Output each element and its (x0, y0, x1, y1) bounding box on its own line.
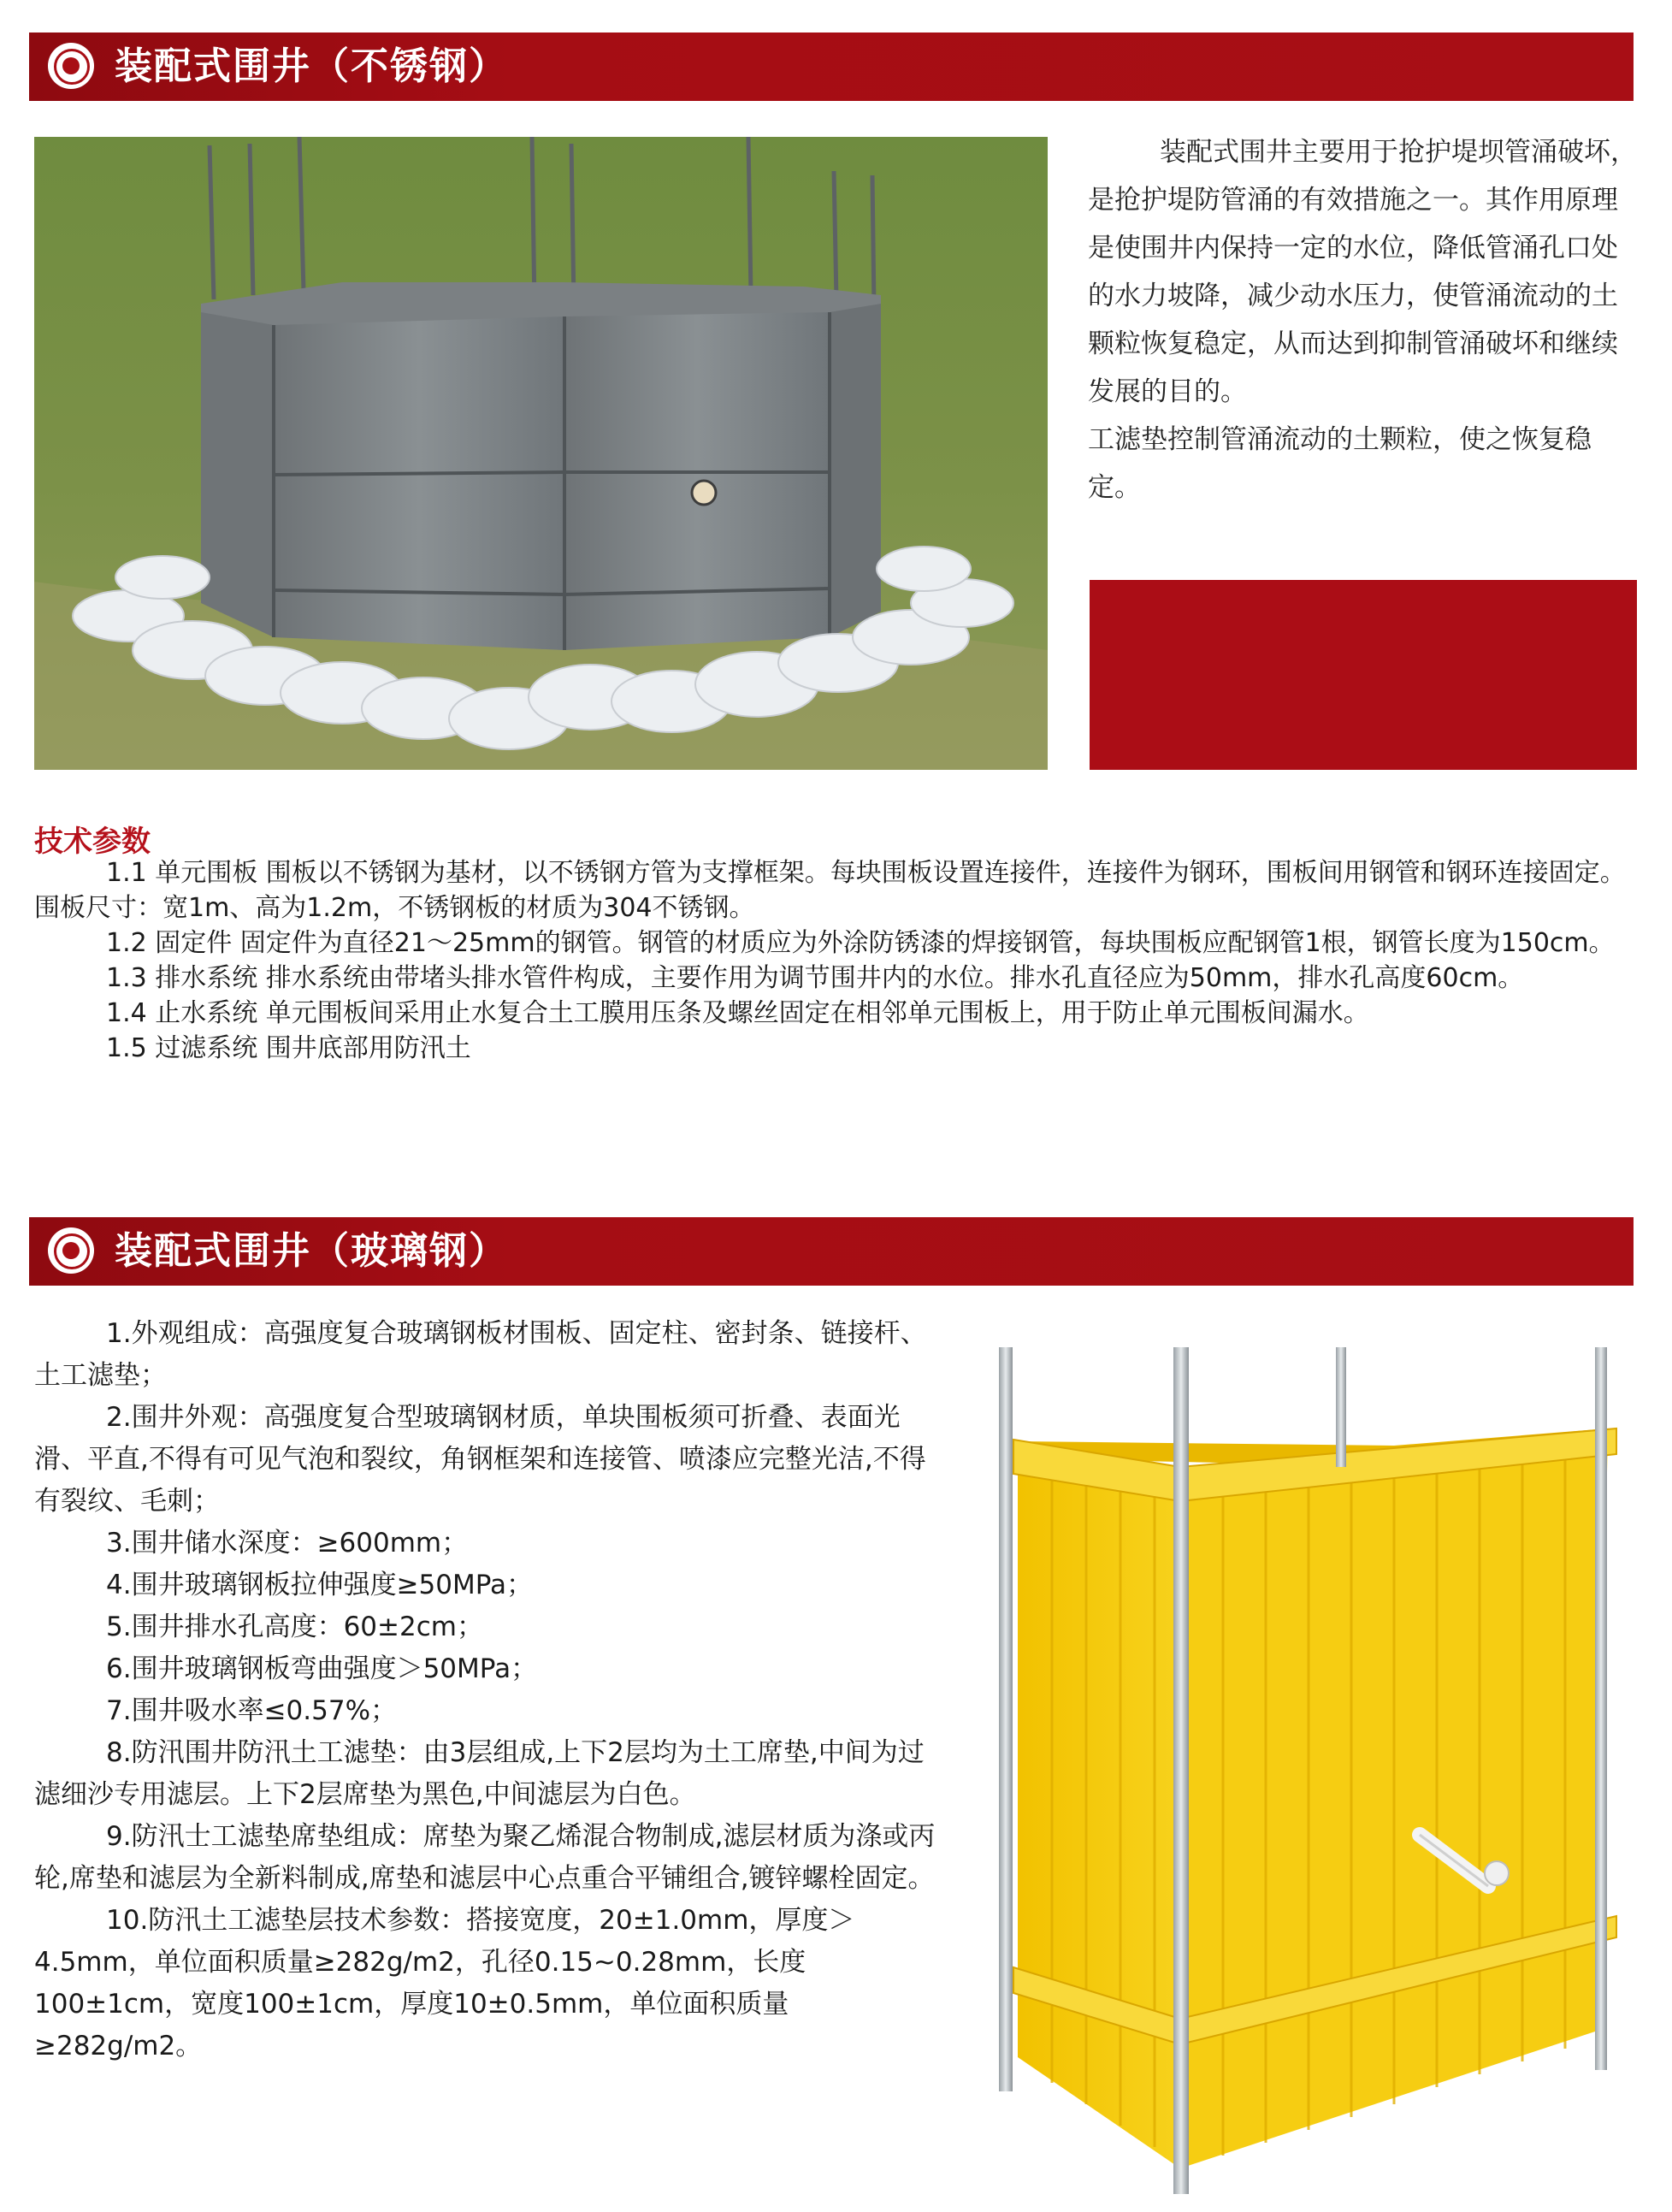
spec-item: 9.防汛士工滤垫席垫组成：席垫为聚乙烯混合物制成,滤层材质为涤或丙轮,席垫和滤层为全新料制成,席垫和滤层中心点重合平铺组合,镀锌螺栓固定。 (34, 1821, 936, 1894)
tech-param-item: 1.4 止水系统 单元围板间采用止水复合土工膜用压条及螺丝固定在相邻单元围板上，用于防止单元围板间漏水。 (106, 998, 1369, 1028)
section-title: 装配式围井（玻璃钢） (115, 1229, 508, 1273)
bullet-circle-icon (48, 1227, 94, 1274)
tech-param-item: 1.2 固定件 固定件为直径21～25mm的钢管。钢管的材质应为外涂防锈漆的焊接钢管，每块围板应配钢管1根，钢管长度为150cm。 (106, 928, 1615, 958)
tech-param-item: 1.1 单元围板 围板以不锈钢为基材，以不锈钢方管为支撑框架。每块围板设置连接件，连接件为钢环，围板间用钢管和钢环连接固定。围板尺寸：宽1m、高为1.2m，不锈钢板的材质为304不锈钢。 (34, 858, 1626, 923)
spec-item: 8.防汛围井防汛土工滤垫：由3层组成,上下2层均为土工席垫,中间为过滤细沙专用滤层。上下2层席垫为黑色,中间滤层为白色。 (34, 1737, 925, 1810)
spec-item: 7.围井吸水率≤0.57%； (106, 1695, 398, 1726)
spec-item: 10.防汛土工滤垫层技术参数：搭接宽度，20±1.0mm，厚度＞4.5mm，单位面积质量≥282g/m2，孔径0.15~0.28mm，长度100±1cm，宽度100±1cm，厚度10±0.5mm，单位面积质量≥282g/m2。 (34, 1905, 855, 2061)
stainless-well-photo (34, 137, 1048, 770)
bullet-circle-icon (48, 43, 94, 89)
intro-text (1088, 128, 1642, 512)
section-title: 装配式围井（不锈钢） (115, 44, 508, 88)
decorative-red-block (1090, 580, 1637, 770)
fiberglass-spec-list (34, 1313, 949, 2067)
spec-item: 3.围井储水深度：≥600mm； (106, 1528, 469, 1558)
spec-item: 6.围井玻璃钢板弯曲强度＞50MPa； (106, 1653, 538, 1684)
tech-params-list (34, 855, 1642, 1066)
section-banner-stainless (29, 33, 1634, 101)
tech-param-item: 1.5 过滤系统 围井底部用防汛土 (106, 1033, 471, 1063)
spec-item: 2.围井外观：高强度复合型玻璃钢材质，单块围板须可折叠、表面光滑、平直,不得有可见气泡和裂纹，角钢框架和连接管、喷漆应完整光洁,不得有裂纹、毛刺； (34, 1402, 926, 1517)
spec-item: 1.外观组成：高强度复合玻璃钢板材围板、固定柱、密封条、链接杆、土工滤垫； (34, 1318, 927, 1391)
tech-params-heading: 技术参数 (34, 825, 151, 859)
tech-param-item: 1.3 排水系统 排水系统由带堵头排水管件构成，主要作用为调节围井内的水位。排水孔直径应为50mm，排水孔高度60cm。 (106, 963, 1524, 993)
spec-item: 4.围井玻璃钢板拉伸强度≥50MPa； (106, 1570, 534, 1600)
section-banner-fiberglass (29, 1217, 1634, 1286)
intro-paragraph-2: 工滤垫控制管涌流动的土颗粒，使之恢复稳定。 (1088, 424, 1592, 503)
intro-paragraph: 装配式围井主要用于抢护堤坝管涌破坏，是抢护堤防管涌的有效措施之一。其作用原理是使围井内保持一定的水位，降低管涌孔口处的水力坡降，减少动水压力，使管涌流动的土颗粒恢复稳定，从而达到抑制管涌破坏和继续发展的目的。 (1088, 137, 1637, 407)
fiberglass-well-photo (992, 1347, 1642, 2194)
spec-item: 5.围井排水孔高度：60±2cm； (106, 1612, 483, 1642)
